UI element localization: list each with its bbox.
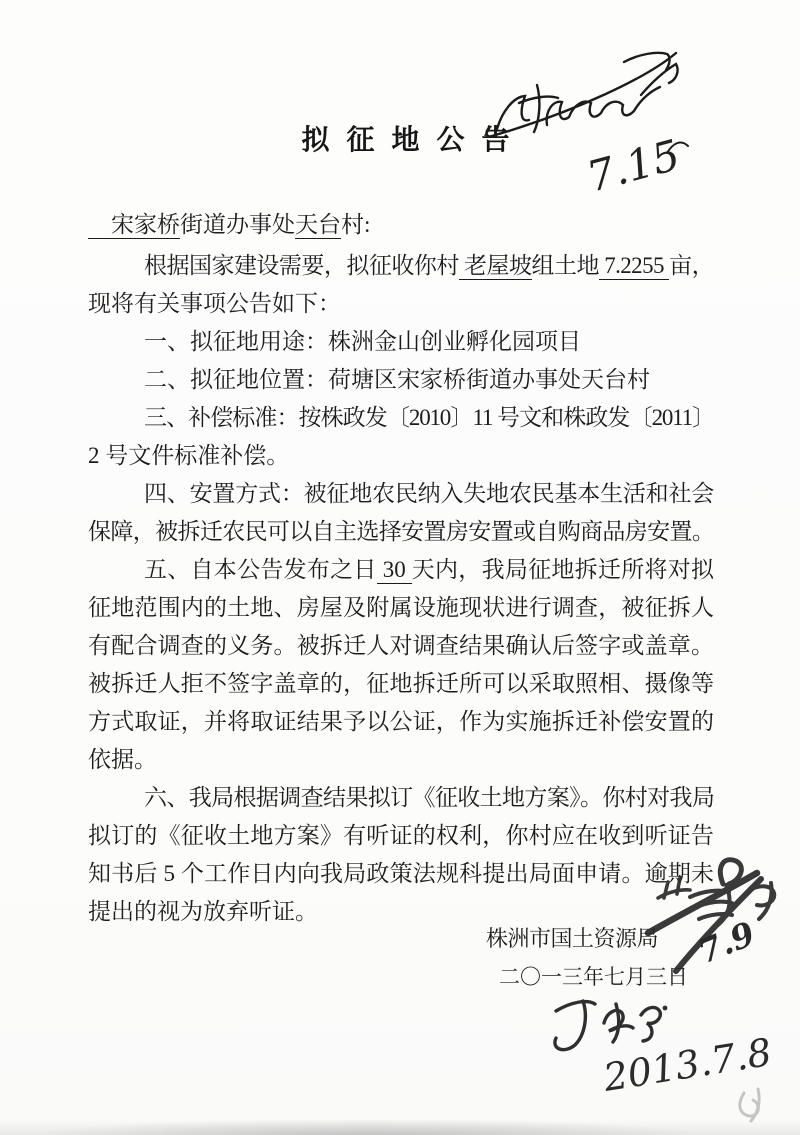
body-line [88, 475, 714, 513]
body-line [88, 817, 714, 855]
text-run: 被拆迁人拒不签字盖章的，征地拆迁所可以采取照相、摄像等 [88, 671, 714, 696]
salutation-line [88, 206, 748, 244]
text-run: 方式取证，并将取证结果予以公证，作为实施拆迁补偿安置的 [88, 709, 714, 734]
body-line [88, 855, 714, 893]
text-run: 拟订的《征收土地方案》有听证的权利，你村应在收到听证告 [88, 823, 714, 848]
body-line [88, 779, 714, 817]
body-line [88, 741, 714, 779]
text-run: 亩， [669, 253, 714, 278]
text-run: 征地范围内的土地、房屋及附属设施现状进行调查，被征拆人 [88, 595, 714, 620]
body-line [88, 513, 714, 551]
handwritten-date: 2013.7.8 [600, 1029, 775, 1100]
body-line [88, 437, 714, 475]
text-run: 街道办事处 [180, 212, 295, 237]
text-run: 村: [341, 212, 371, 237]
issuer-name: 株洲市国土资源局 [486, 926, 659, 951]
document-body [88, 247, 714, 931]
text-run: 有配合调查的义务。被拆迁人对调查结果确认后签字或盖章。 [88, 633, 714, 658]
handwritten-signature-bottom [555, 1001, 668, 1050]
handwritten-flourish [740, 1089, 759, 1121]
body-line [88, 399, 714, 437]
issue-date: 二〇一三年七月三日 [499, 965, 688, 989]
handwritten-note-right: 7.9 [692, 913, 761, 972]
body-line [88, 361, 714, 399]
text-run: 二、拟征地位置：荷塘区宋家桥街道办事处天台村 [144, 367, 650, 392]
text-run: 五、自本公告发布之日 [144, 557, 377, 582]
body-line [88, 589, 714, 627]
body-line [88, 627, 714, 665]
body-line [88, 665, 714, 703]
underlined-blank: 30 [376, 557, 412, 582]
underlined-blank: 7.2255 [598, 253, 670, 278]
text-run: 提出的视为放弃听证。 [88, 899, 318, 924]
handwritten-note-top: 7.15 [581, 130, 685, 202]
body-line [88, 551, 714, 589]
text-run: 2 号文件标准补偿。 [88, 443, 290, 468]
body-line [88, 323, 714, 361]
text-run: 知书后 5 个工作日内向我局政策法规科提出局面申请。逾期未 [88, 861, 714, 886]
text-run: 根据国家建设需要，拟征收你村 [144, 253, 459, 278]
text-run: 现将有关事项公告如下： [88, 291, 341, 316]
text-run: 依据。 [88, 747, 157, 772]
text-run: 组土地 [531, 253, 599, 278]
body-line [88, 703, 714, 741]
text-run: 六、我局根据调查结果拟订《征收土地方案》。你村对我局 [144, 785, 714, 810]
underlined-blank: 老屋坡 [458, 253, 532, 278]
text-run: 天内，我局征地拆迁所将对拟 [411, 557, 715, 582]
body-line [88, 285, 714, 323]
scan-edge-smudge [0, 1120, 800, 1135]
underlined-blank: 天台 [295, 212, 341, 237]
document-title: 拟征地公告 [301, 125, 527, 156]
text-run: 一、拟征地用途：株洲金山创业孵化园项目 [144, 329, 581, 354]
text-run: 保障，被拆迁农民可以自主选择安置房安置或自购商品房安置。 [88, 519, 714, 544]
text-run: 四、安置方式：被征地农民纳入失地农民基本生活和社会 [144, 481, 714, 506]
underlined-blank: 宋家桥 [88, 212, 180, 237]
text-run: 三、补偿标准：按株政发〔2010〕11 号文和株政发〔2011〕 [144, 405, 714, 430]
body-line [88, 247, 714, 285]
